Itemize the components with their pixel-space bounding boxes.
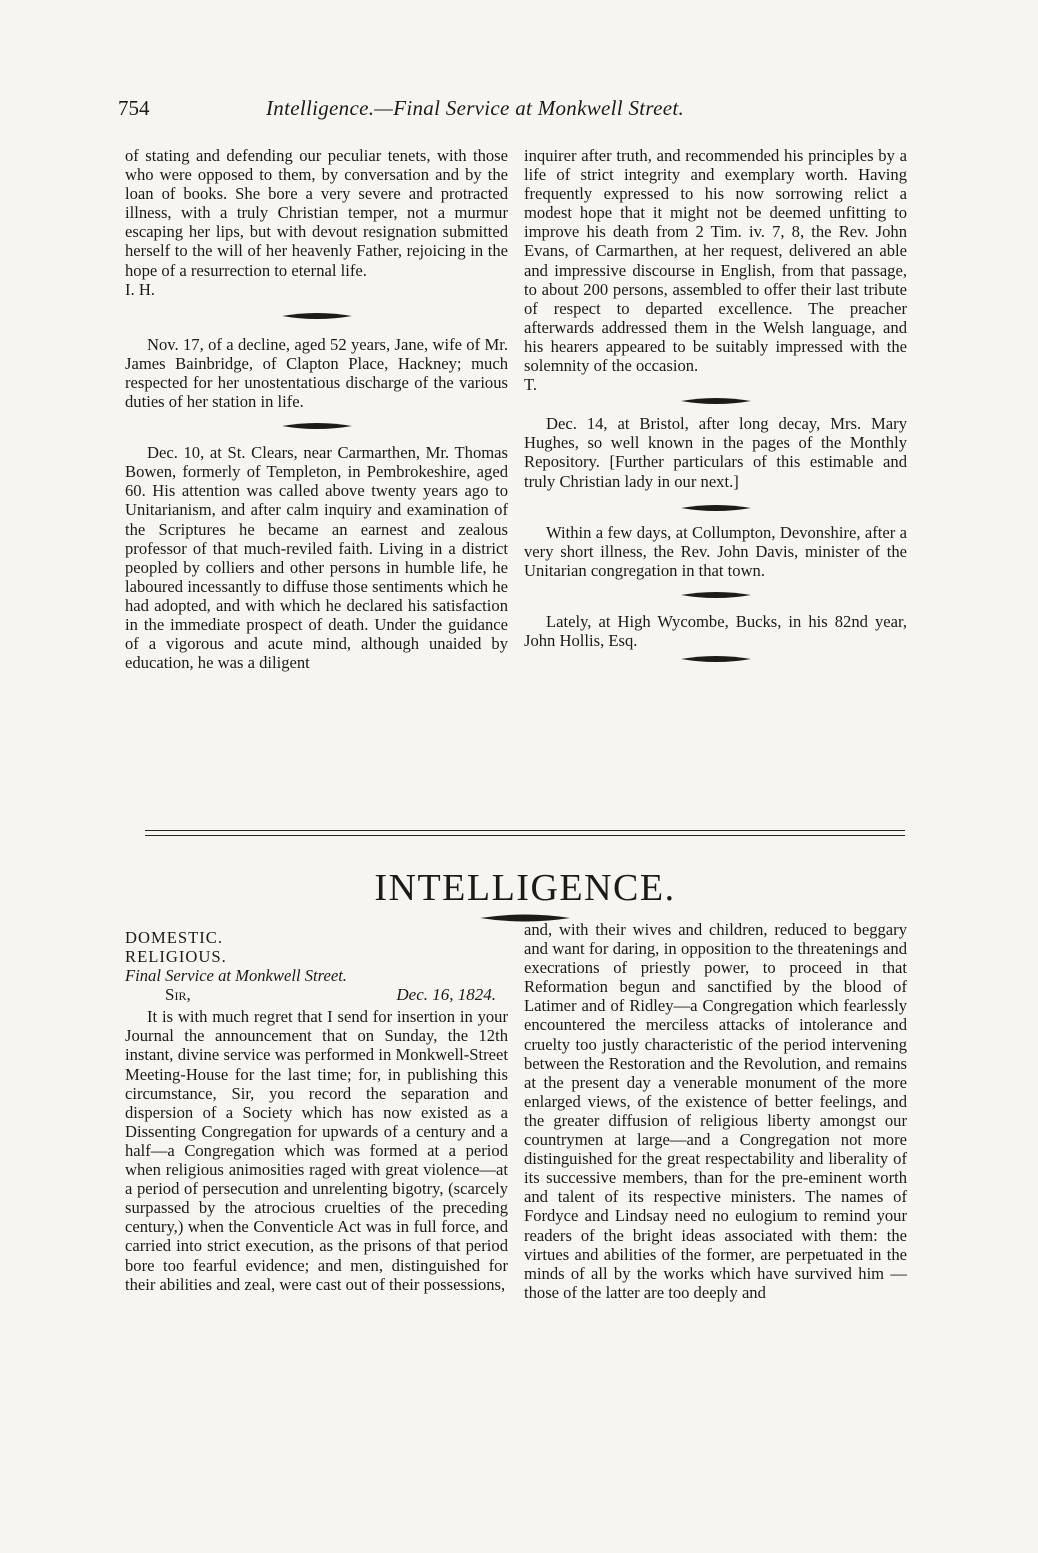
left-column-top: [125, 146, 508, 672]
signature-t: T.: [524, 375, 538, 395]
heading-religious: RELIGIOUS.: [125, 947, 227, 967]
page-number: 754: [118, 96, 150, 120]
obituary-jane-bainbridge: Nov. 17, of a decline, aged 52 years, Jane, wife of Mr. James Bainbridge, of Clapton Place, Hackney; much respected for her unostentatious discharge of the various duties of her station in life.: [125, 334, 508, 412]
section-double-rule: [145, 830, 905, 836]
page-header: [118, 96, 938, 130]
obituary-john-hollis: Lately, at High Wycombe, Bucks, in his 82nd year, John Hollis, Esq.: [524, 611, 907, 650]
letter-body-continued: and, with their wives and children, reduced to beggary and want for daring, in opposition to the threatenings and execrations of priestly power, to proceed in that Reformation begun and sanctified by the blood of Latimer and of Ridley—a Congregation which fearlessly encountered the merciless attacks of intolerance and cruelty too justly characteristic of the period intervening between the Restoration and the Revolution, and remains at the present day a venerable monument of the more enlarged views, of the existence of better feelings, and the greater diffusion of religious liberty amongst our countrymen at large—and a Congregation not more distinguished for the great respectability and liberality of its successive members, than for the pre-eminent worth and talent of its respective ministers. The names of Fordyce and Lindsay need no eulogium to remind your readers of the bright ideas associated with them: the virtues and abilities of the former, are perpetuated in the minds of all by the works which have survived him —those of the latter are too deeply and: [524, 920, 907, 1302]
divider-ornament: [282, 421, 352, 431]
obituary-mary-hughes: Dec. 14, at Bristol, after long decay, Mrs. Mary Hughes, so well known in the pages of the Monthly Repository. [Further particulars of this estimable and truly Christian lady in our next.]: [524, 414, 907, 491]
heading-domestic: DOMESTIC.: [125, 928, 223, 947]
salutation: Sir,: [165, 985, 191, 1005]
section-title: INTELLIGENCE.: [374, 867, 676, 909]
right-column-top: [524, 146, 907, 664]
signature-ih: I. H.: [125, 279, 155, 299]
letter-date: Dec. 16, 1824.: [396, 985, 496, 1005]
salutation-line: [125, 985, 508, 1005]
letter-body-start: It is with much regret that I send for insertion in your Journal the announcement that on Sunday, the 12th instant, divine service was performed in Monkwell-Street Meeting-House for the last time; for, in publishing this circumstance, Sir, you record the separation and dispersion of a Society which has now existed as a Dissenting Congregation for upwards of a century and a half—a Congregation which was formed at a period when religious animosities raged with great violence—at a period of persecution and unrelenting bigotry, (scarcely surpassed by the atrocious cruelties of the preceding century,) when the Conventicle Act was in full force, and carried into strict execution, as the prisons of that period bore too fearful evidence; and men, distinguished for their abilities and zeal, were cast out of their possessions,: [125, 1007, 508, 1294]
right-column-bottom: [524, 920, 907, 1302]
obituary-continuation: of stating and defending our peculiar tenets, with those who were opposed to them, by conversation and by the loan of books. She bore a very severe and protracted illness, with a truly Christian temper, not a murmur escaping her lips, but with devout resignation submitted herself to the will of her heavenly Father, rejoicing in the hope of a resurrection to eternal life.: [125, 146, 508, 280]
divider-ornament: [681, 654, 751, 664]
obituary-john-davis: Within a few days, at Collumpton, Devonshire, after a very short illness, the Rev. John Davis, minister of the Unitarian congregation in that town.: [524, 522, 907, 580]
obituary-thomas-bowen: Dec. 10, at St. Clears, near Carmarthen, Mr. Thomas Bowen, formerly of Templeton, in Pembrokeshire, aged 60. His attention was called above twenty years ago to Unitarianism, and after calm inquiry and examination of the Scriptures he became an earnest and zealous professor of that much-reviled faith. Living in a district peopled by colliers and other persons in humble life, he laboured incessantly to diffuse those sentiments which he had adopted, and with which he declared his satisfaction in the immediate prospect of death. Under the guidance of a vigorous and acute mind, although unaided by education, he was a diligent: [125, 443, 508, 673]
divider-ornament: [282, 311, 352, 321]
divider-ornament: [681, 503, 751, 513]
article-subtitle: Final Service at Monkwell Street.: [125, 966, 347, 986]
obituary-bowen-continued: inquirer after truth, and recommended his principles by a life of strict integrity and exemplary worth. Having frequently expressed to his now sorrowing relict a modest hope that it might not be deemed unfitting to improve his death from 2 Tim. iv. 7, 8, the Rev. John Evans, of Carmarthen, at her request, delivered an able and impressive discourse in English, from that passage, to about 200 persons, assembled to offer their last tribute of respect to departed excellence. The preacher afterwards addressed them in the Welsh language, and his hearers appeared to be suitably impressed with the solemnity of the occasion.: [524, 146, 907, 376]
divider-ornament: [681, 396, 751, 406]
running-title: Intelligence.—Final Service at Monkwell Street.: [266, 96, 685, 120]
divider-ornament: [681, 590, 751, 600]
left-column-bottom: [125, 928, 508, 1294]
